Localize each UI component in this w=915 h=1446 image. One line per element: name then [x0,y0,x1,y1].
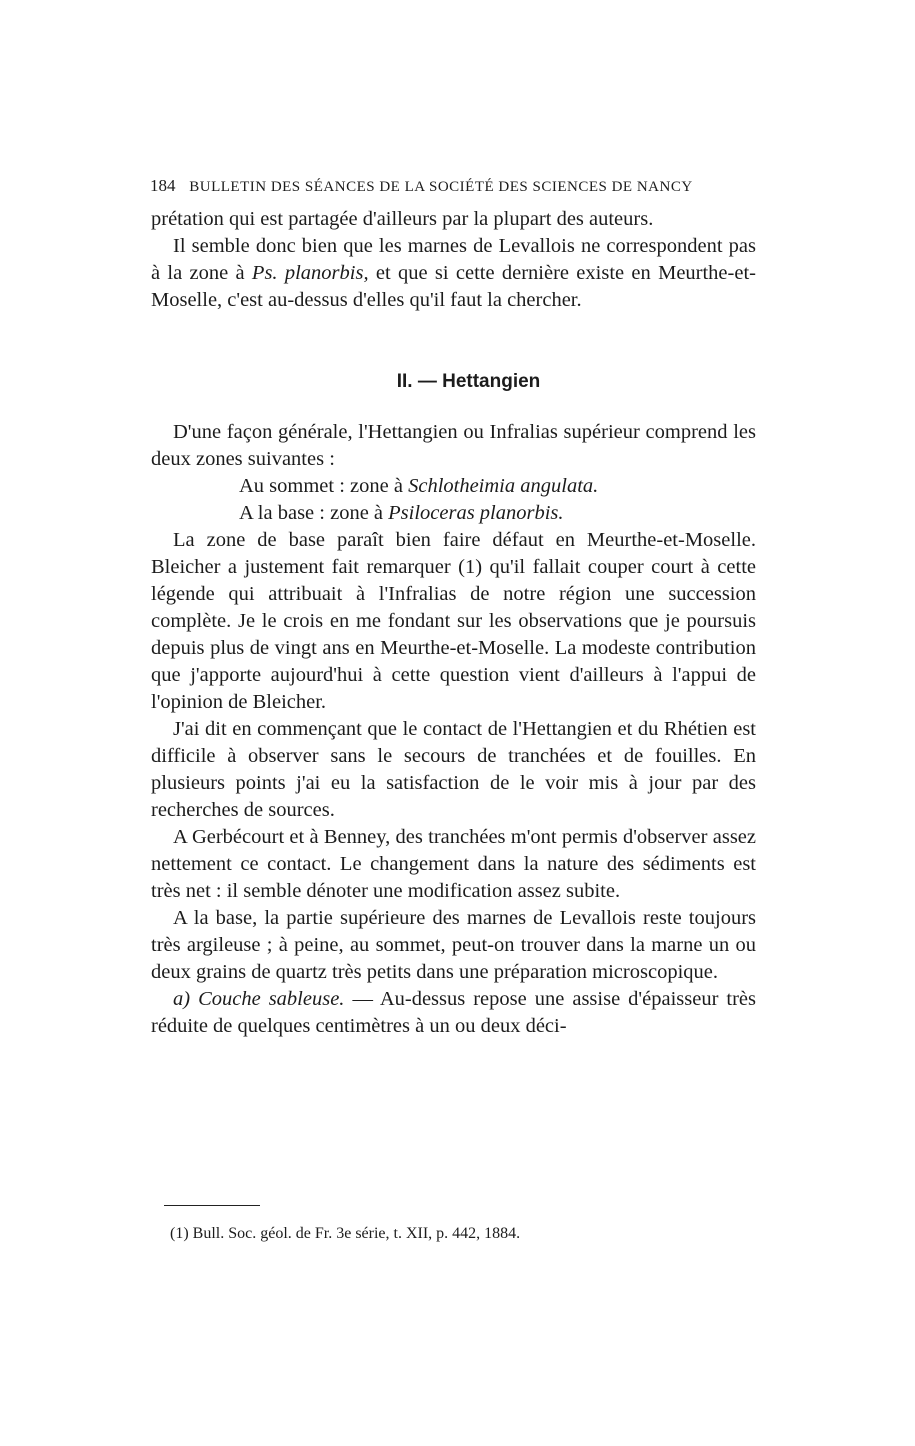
paragraph-text: Il semble donc bien que les marnes de Levallois ne correspondent pas à la zone à [151,235,756,284]
running-header [150,176,760,196]
section-heading: II. — Hettangien [396,371,541,392]
footnote: (1) Bull. Soc. géol. de Fr. 3e série, t. XII, p. 442, 1884. [170,1225,521,1242]
paragraph-gerbecourt: A Gerbécourt et à Benney, des tranchées m'ont permis d'observer assez nettement ce contact. Le changement dans la nature des sédiments est très net : il semble dénoter une modification assez subite. [151,826,756,902]
taxon-name: Ps. planorbis, [251,262,369,284]
paragraph-continuation: prétation qui est partagée d'ailleurs par la plupart des auteurs. [151,208,654,230]
zone-line-base [151,500,756,527]
paragraph-text: et que si cette dernière existe en Meurthe-et-Moselle, c'est au-dessus d'elles qu'il faut la chercher. [151,262,756,311]
paragraph-text: — Au-dessus repose une assise d'épaisseur très réduite de quelques centimètres à un ou deux déci- [151,988,757,1037]
paragraph-contact: J'ai dit en commençant que le contact de l'Hettangien et du Rhétien est difficile à observer sans le secours de tranchées et de fouilles. En plusieurs points j'ai eu la satisfaction de le voir mis à jour par des recherches de sources. [151,718,756,821]
taxon-name: Psiloceras planorbis. [388,502,564,524]
page-number: 184 [150,176,176,195]
subsection-label: a) Couche sableuse. [173,988,345,1010]
running-title: BULLETIN DES SÉANCES DE LA SOCIÉTÉ DES SCIENCES DE NANCY [189,179,693,195]
taxon-name: Schlotheimia angulata. [408,475,599,497]
paragraph-levallois [151,233,756,314]
zone-label: A la base : zone à [239,502,389,524]
footnote-rule [164,1205,260,1206]
zone-label: Au sommet : zone à [239,475,409,497]
paragraph-hettangien-intro: D'une façon générale, l'Hettangien ou Infralias supérieur comprend les deux zones suivantes : [151,421,756,470]
zone-line-top [151,473,756,500]
body-text [151,206,756,1040]
paragraph-zone-base: La zone de base paraît bien faire défaut en Meurthe-et-Moselle. Bleicher a justement fait remarquer (1) qu'il fallait couper court à cette légende qui attribuait à l'Infralias de notre région une succession complète. Je le crois en me fondant sur les observations que je poursuis depuis plus de vingt ans en Meurthe-et-Moselle. La modeste contribution que j'apporte aujourd'hui à cette question vient d'ailleurs à l'appui de l'opinion de Bleicher. [151,529,756,713]
paragraph-couche-sableuse [151,986,756,1040]
paragraph-base-marnes: A la base, la partie supérieure des marnes de Levallois reste toujours très argileuse ; à peine, au sommet, peut-on trouver dans la marne un ou deux grains de quartz très petits dans une préparation microscopique. [151,907,756,983]
